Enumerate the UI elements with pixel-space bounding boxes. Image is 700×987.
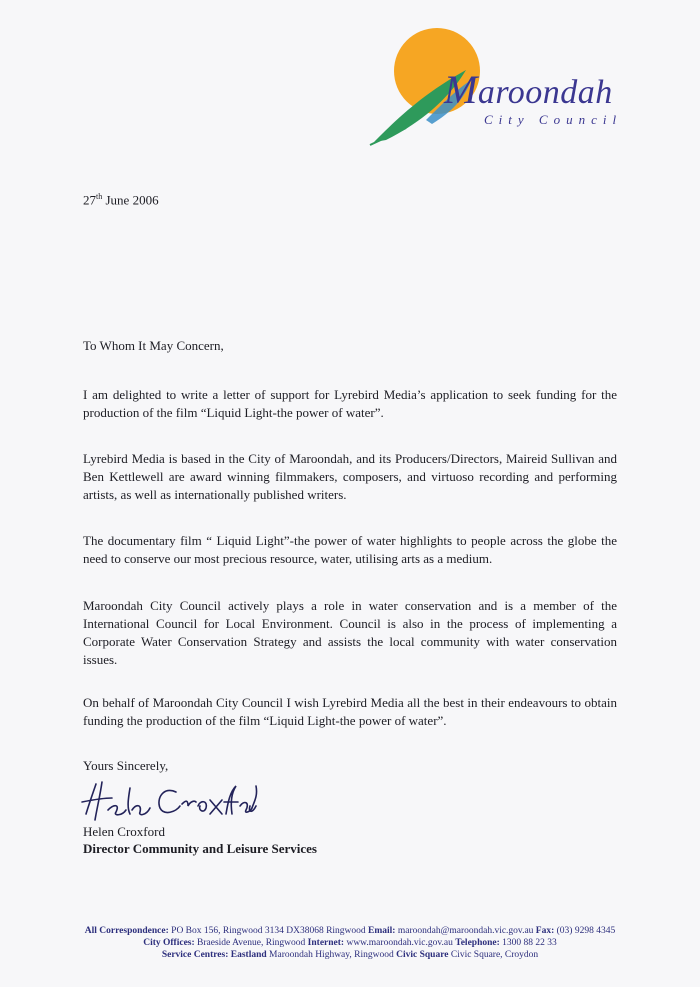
letter-date [83, 192, 159, 208]
logo-wordmark-rest: aroondah [477, 74, 613, 111]
body-paragraph-2: Lyrebird Media is based in the City of Maroondah, and its Producers/Directors, Maireid Sullivan and Ben Kettlewell are award winning filmmakers, composers, and virtuoso recording and performing artists, as well as internationally published writers. [83, 451, 617, 502]
signer-name: Helen Croxford [83, 824, 165, 839]
body-paragraph-1: I am delighted to write a letter of support for Lyrebird Media’s application to seek funding for the production of the film “Liquid Light-the power of water”. [83, 387, 617, 420]
logo-wordmark [444, 66, 613, 113]
logo-subtitle: City Council [484, 112, 623, 127]
signer-title: Director Community and Leisure Services [83, 841, 317, 856]
footer-value: Civic Square, Croydon [448, 950, 539, 960]
footer-label: Email: [368, 926, 396, 936]
maroondah-logo [366, 28, 656, 138]
footer-label: Internet: [307, 938, 345, 948]
footer-line-correspondence [0, 925, 700, 937]
footer-label: City Offices: [143, 938, 195, 948]
footer-value: Maroondah Highway, Ringwood [266, 950, 397, 960]
handwritten-signature [80, 776, 260, 826]
date-suffix: th [96, 192, 103, 201]
footer-value: PO Box 156, Ringwood 3134 DX38068 Ringwood [168, 926, 369, 936]
footer-line-service-centres [0, 949, 700, 961]
footer-line-offices [0, 937, 700, 949]
footer-value: Braeside Avenue, Ringwood [194, 938, 308, 948]
logo-wordmark-initial: M [444, 67, 478, 112]
body-paragraph-5: On behalf of Maroondah City Council I wish Lyrebird Media all the best in their endeavours to obtain funding the production of the film “Liquid Light-the power of water”. [83, 695, 617, 728]
footer-email: maroondah@maroondah.vic.gov.au [395, 926, 536, 936]
footer-label: Service Centres: [161, 950, 229, 960]
date-rest: June 2006 [102, 192, 159, 208]
footer-fax: (03) 9298 4345 [554, 926, 616, 936]
footer-label: Fax: [535, 926, 555, 936]
footer-label: Telephone: [455, 938, 500, 948]
footer-telephone: 1300 88 22 33 [499, 938, 557, 948]
body-paragraph-3: The documentary film “ Liquid Light”-the power of water highlights to people across the globe the need to conserve our most precious resource, water, utilising arts as a medium. [83, 533, 617, 566]
footer-label: All Correspondence: [84, 926, 169, 936]
footer-website: www.maroondah.vic.gov.au [344, 938, 456, 948]
closing: Yours Sincerely, [83, 758, 169, 773]
date-day: 27 [83, 192, 96, 208]
body-paragraph-4: Maroondah City Council actively plays a role in water conservation and is a member of the International Council for Local Environment. Council is also in the process of implementing a Corporate Water Conservation Strategy and assists the local community with water conservation issues. [83, 598, 617, 667]
footer-label: Civic Square [396, 950, 449, 960]
salutation: To Whom It May Concern, [83, 338, 224, 353]
footer-label: Eastland [228, 950, 267, 960]
